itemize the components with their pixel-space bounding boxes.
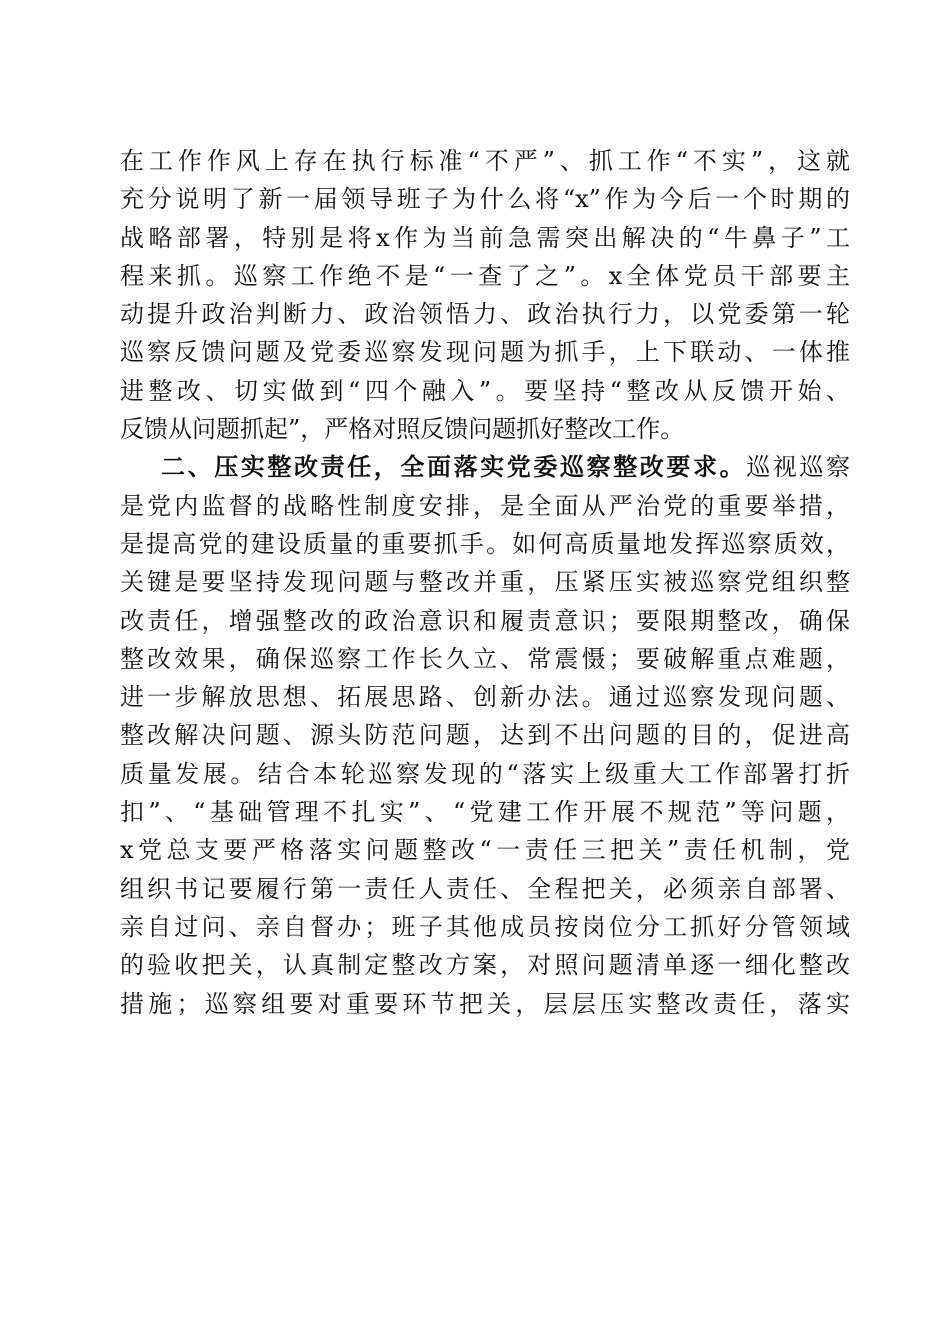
paragraph-1-line-3: 战略部署，特别是将x作为当前急需突出解决的“牛鼻子”工: [120, 223, 850, 252]
paragraph-2-line-2: 是党内监督的战略性制度安排，是全面从严治党的重要举措，: [120, 491, 850, 520]
paragraph-2-line-9: 质量发展。结合本轮巡察发现的“落实上级重大工作部署打折: [120, 759, 850, 788]
section-heading: 二、压实整改责任，全面落实党委巡察整改要求。: [161, 453, 747, 482]
paragraph-2-line-5: 改责任，增强整改的政治意识和履责意识；要限期整改，确保: [120, 606, 850, 635]
paragraph-2-line-13: 亲自过问、亲自督办；班子其他成员按岗位分工抓好分管领域: [120, 912, 850, 941]
paragraph-1-line-7: 进整改、切实做到“四个融入”。要坚持“整改从反馈开始、: [120, 376, 850, 405]
paragraph-2-line-4: 关键是要坚持发现问题与整改并重，压紧压实被巡察党组织整: [120, 568, 850, 597]
paragraph-1-line-1: 在工作作风上存在执行标准“不严”、抓工作“不实”，这就: [120, 147, 850, 175]
paragraph-1-line-2: 充分说明了新一届领导班子为什么将“x”作为今后一个时期的: [120, 185, 850, 214]
paragraph-2-first-line-rest: 巡视巡察: [746, 453, 850, 482]
document-body: [120, 142, 850, 1023]
paragraph-2-first-line: [120, 448, 850, 486]
paragraph-2-line-12: 组织书记要履行第一责任人责任、全程把关，必须亲自部署、: [120, 874, 850, 903]
paragraph-1-line-4: 程来抓。巡察工作绝不是“一查了之”。x全体党员干部要主: [120, 261, 850, 290]
paragraph-1-line-8: 反馈从问题抓起”，严格对照反馈问题抓好整改工作。: [120, 415, 685, 444]
paragraph-2-line-6: 整改效果，确保巡察工作长久立、常震慑；要破解重点难题，: [120, 644, 850, 673]
paragraph-1-line-5: 动提升政治判断力、政治领悟力、政治执行力，以党委第一轮: [120, 300, 850, 329]
paragraph-2-line-15: 措施；巡察组要对重要环节把关，层层压实整改责任，落实: [120, 989, 850, 1018]
paragraph-2-line-3: 是提高党的建设质量的重要抓手。如何高质量地发挥巡察质效，: [120, 529, 850, 558]
paragraph-2-line-11: x党总支要严格落实问题整改“一责任三把关”责任机制，党: [120, 836, 850, 865]
paragraph-2-line-8: 整改解决问题、源头防范问题，达到不出问题的目的，促进高: [120, 721, 850, 750]
paragraph-1-line-6: 巡察反馈问题及党委巡察发现问题为抓手，上下联动、一体推: [120, 338, 850, 367]
paragraph-2-line-7: 进一步解放思想、拓展思路、创新办法。通过巡察发现问题、: [120, 683, 850, 712]
paragraph-2-line-14: 的验收把关，认真制定整改方案，对照问题清单逐一细化整改: [120, 951, 850, 980]
paragraph-2-line-10: 扣”、“基础管理不扎实”、“党建工作开展不规范”等问题，: [120, 798, 850, 827]
